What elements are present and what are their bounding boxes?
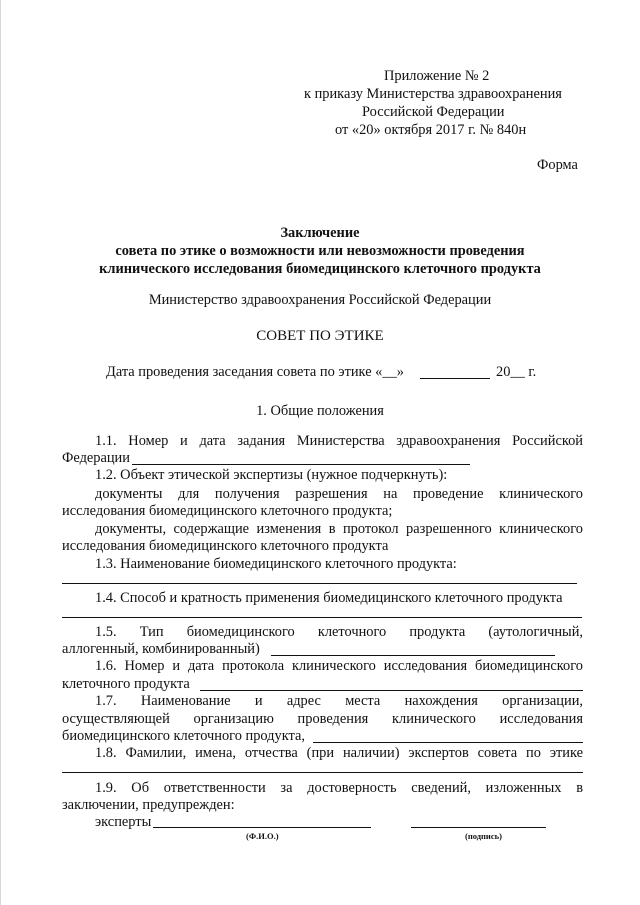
item-1-7-line2: осуществляющей организацию проведения клинического исследования [62,711,583,727]
document-subtitle-line1: совета по этике о возможности или невозможности проведения [115,243,525,259]
item-1-6-blank[interactable] [200,690,583,691]
item-1-5-blank[interactable] [271,655,555,656]
item-1-2-option-b-line1: документы, содержащие изменения в протокол разрешенного клинического [95,521,583,537]
signature-caption: (подпись) [465,831,502,841]
appendix-federation-line: Российской Федерации [362,104,505,120]
meeting-date-label: Дата проведения заседания совета по этике «__» [106,364,404,380]
appendix-order-line: к приказу Министерства здравоохранения [304,86,562,102]
item-1-5-continuation: аллогенный, комбинированный) [62,641,260,657]
item-1-1-blank[interactable] [132,464,470,465]
item-1-6-text: 1.6. Номер и дата протокола клинического исследования биомедицинского [95,658,583,674]
document-subtitle-line2: клинического исследования биомедицинского клеточного продукта [99,261,541,277]
item-1-3-blank[interactable] [62,583,577,584]
experts-label: эксперты [95,814,152,830]
item-1-4-text: 1.4. Способ и кратность применения биомедицинского клеточного продукта [95,590,563,606]
item-1-9-text: 1.9. Об ответственности за достоверность сведений, изложенных в [95,780,583,796]
appendix-date-line: от «20» октября 2017 г. № 840н [335,122,527,138]
item-1-7-blank[interactable] [313,742,583,743]
form-label: Форма [537,157,578,173]
ministry-name: Министерство здравоохранения Российской Федерации [148,292,492,308]
experts-name-blank[interactable] [153,827,371,828]
item-1-5-text: 1.5. Тип биомедицинского клеточного продукта (аутологичный, [95,624,583,640]
item-1-2-option-a-line2: исследования биомедицинского клеточного продукта; [62,503,393,519]
item-1-8-blank[interactable] [62,772,583,773]
item-1-1-text: 1.1. Номер и дата задания Министерства здравоохранения Российской [95,433,583,449]
item-1-2-text: 1.2. Объект этической экспертизы (нужное подчеркнуть): [95,467,448,483]
experts-signature-blank[interactable] [411,827,546,828]
appendix-number: Приложение № 2 [384,68,490,84]
item-1-2-option-b-line2: исследования биомедицинского клеточного продукта [62,538,389,554]
item-1-9-continuation: заключении, предупрежден: [62,797,235,813]
item-1-3-text: 1.3. Наименование биомедицинского клеточного продукта: [95,556,457,572]
item-1-7-text: 1.7. Наименование и адрес места нахождения организации, [95,693,583,709]
item-1-1-continuation: Федерации [62,450,130,466]
meeting-date-year: 20__ г. [496,364,537,380]
scan-left-edge [0,0,1,905]
document-title: Заключение [280,225,360,241]
item-1-2-option-a-line1: документы для получения разрешения на проведение клинического [95,486,583,502]
meeting-date-blank[interactable] [420,378,490,379]
item-1-7-line3: биомедицинского клеточного продукта, [62,728,305,744]
council-name: СОВЕТ ПО ЭТИКЕ [256,328,384,344]
item-1-8-text: 1.8. Фамилии, имена, отчества (при наличии) экспертов совета по этике [95,745,583,761]
item-1-4-blank[interactable] [62,617,582,618]
section-heading: 1. Общие положения [256,403,384,419]
item-1-6-continuation: клеточного продукта [62,676,190,692]
fio-caption: (Ф.И.О.) [246,831,279,841]
